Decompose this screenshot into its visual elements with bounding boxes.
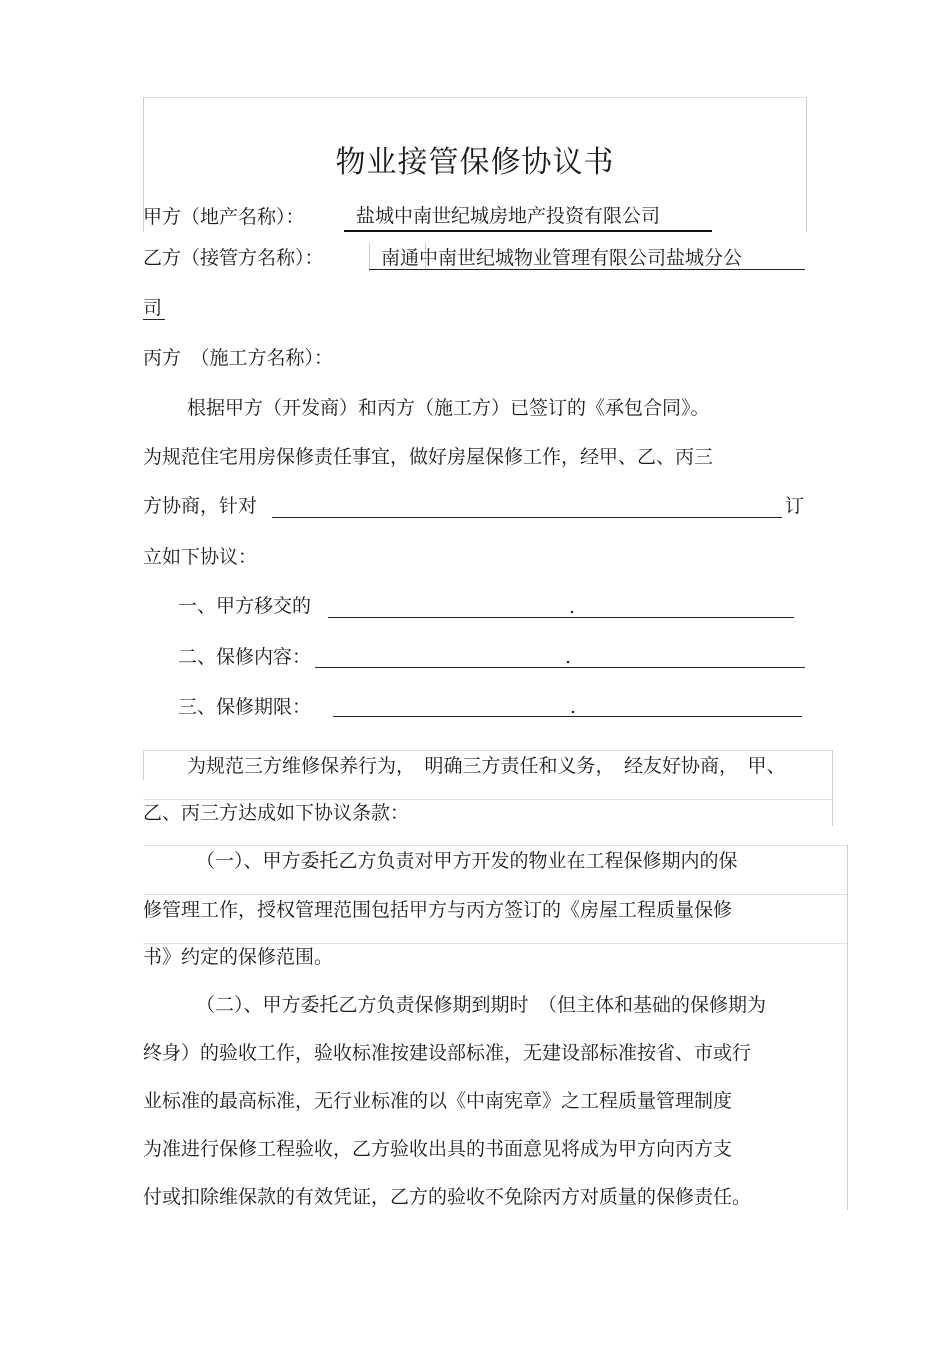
item-3-blank [333, 716, 802, 717]
clause-2-line-3: 业标准的最高标准，无行业标准的以《中南宪章》之工程质量管理制度 [143, 1090, 733, 1112]
item-2-blank [315, 667, 805, 668]
clause-2-line-2: 终身）的验收工作，验收标准按建设部标准，无建设部标准按省、市或行 [143, 1042, 752, 1064]
frame-right-border-3 [847, 845, 848, 1210]
item-3-dot: . [570, 696, 577, 718]
intro-blank-underline [272, 517, 782, 518]
party-b-underline-2 [143, 319, 165, 320]
clause-1-line-1: （一）、甲方委托乙方负责对甲方开发的物业在工程保修期内的保 [196, 850, 738, 872]
item-1-label: 一、甲方移交的 [178, 595, 312, 617]
para-1-line-2: 乙、丙三方达成如下协议条款： [143, 802, 410, 824]
item-3-label: 三、保修期限： [178, 696, 312, 718]
item-1-dot: . [569, 596, 576, 618]
item-2-label: 二、保修内容： [178, 646, 312, 668]
para-1-line-1: 为规范三方维修保养行为， 明确三方责任和义务， 经友好协商， 甲、 [187, 755, 786, 777]
clause-2-line-4: 为准进行保修工程验收，乙方验收出具的书面意见将成为甲方向丙方支 [143, 1138, 733, 1160]
party-b-underline [369, 269, 805, 270]
party-a-value: 盐城中南世纪城房地产投资有限公司 [356, 205, 661, 227]
clause-1-line-3: 书》约定的保修范围。 [143, 946, 334, 968]
document-title: 物业接管保修协议书 [335, 145, 615, 180]
intro-line-3-end: 订 [785, 495, 805, 517]
frame-line-e [143, 943, 847, 944]
frame-line-c [143, 845, 847, 846]
item-2-dot: . [565, 646, 572, 668]
clause-2-line-1: （二）、甲方委托乙方负责保修期到期时 （但主体和基础的保修期为 [196, 994, 767, 1016]
party-b-value-line-2: 司 [143, 297, 163, 319]
party-a-label: 甲方（地产名称）： [143, 206, 305, 228]
intro-line-1: 根据甲方（开发商）和丙方（施工方）已签订的《承包合同》。 [187, 397, 710, 419]
intro-line-4: 立如下协议： [143, 546, 258, 568]
intro-line-2: 为规范住宅用房保修责任事宜，做好房屋保修工作，经甲、乙、丙三 [143, 446, 714, 468]
intro-line-3-start: 方协商，针对 [143, 495, 258, 517]
item-1-blank [328, 617, 794, 618]
frame-top-border [143, 97, 807, 98]
clause-1-line-2: 修管理工作，授权管理范围包括甲方与丙方签订的《房屋工程质量保修 [143, 899, 733, 921]
party-a-underline [344, 230, 712, 232]
party-b-label: 乙方（接管方名称）： [143, 247, 324, 269]
frame-line-a [143, 750, 832, 751]
party-c-label: 丙方 （施工方名称）： [143, 347, 334, 369]
frame-line-b [143, 799, 832, 800]
frame-right-border-2 [832, 750, 833, 826]
frame-left-border-2 [143, 750, 144, 780]
clause-2-line-5: 付或扣除维保款的有效凭证，乙方的验收不免除丙方对质量的保修责任。 [143, 1186, 752, 1208]
frame-line-d [143, 894, 847, 895]
frame-inner-divider [369, 243, 370, 271]
party-b-value-line-1: 南通中南世纪城物业管理有限公司盐城分公 [381, 247, 743, 269]
